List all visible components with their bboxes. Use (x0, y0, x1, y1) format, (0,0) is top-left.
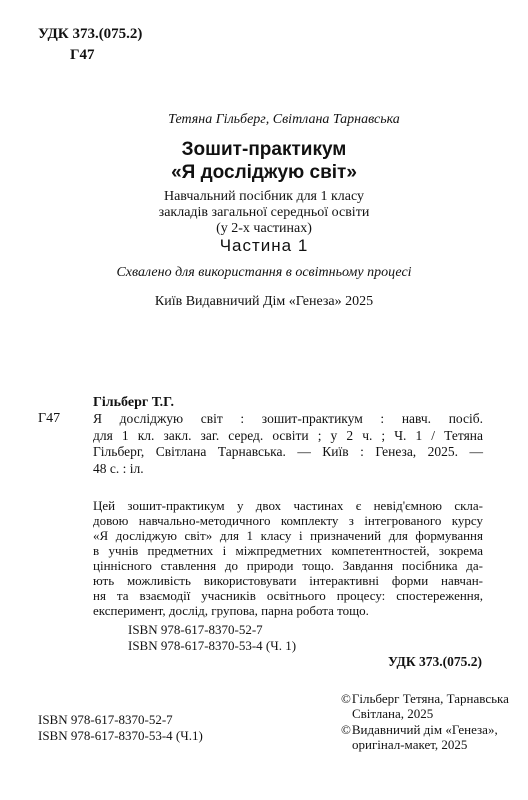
annotation-line: в учнів предметних і міжпредметних компетентностей, зокрема (93, 543, 483, 558)
udk-code-bottom: УДК 373.(075.2) (388, 654, 482, 669)
copyright-publisher (341, 722, 498, 738)
title-line-2: «Я досліджую світ» (171, 162, 357, 183)
author-mark-top: Г47 (70, 47, 95, 63)
subtitle-line-1: Навчальний посібник для 1 класу (163, 189, 365, 204)
annotation-line: експеримент, дослід, групова, парна робота тощо. (93, 603, 369, 618)
udk-code-top: УДК 373.(075.2) (38, 26, 143, 42)
part-label: Частина 1 (219, 236, 309, 255)
copyright-authors (341, 691, 509, 707)
card-description-line: Гільберг, Світлана Тарнавська. — Київ : Генеза, 2025. — (93, 444, 483, 459)
copyright-icon: © (341, 722, 351, 737)
copyright-icon: © (341, 691, 351, 706)
copyright-authors-cont: Світлана, 2025 (352, 706, 434, 721)
annotation-line: ють можливість використовувати інтерактивні форми навчан- (93, 573, 483, 588)
card-description-line: 48 с. : іл. (93, 461, 144, 476)
subtitle-line-3: (у 2-х частинах) (216, 221, 312, 236)
annotation-line: довою навчально-методичного комплекту з інтегрованого курсу (93, 513, 483, 528)
approval-note: Схвалено для використання в освітньому процесі (116, 265, 412, 280)
copyright-publisher-text: Видавничий дім «Генеза», (351, 722, 498, 737)
card-author-mark: Г47 (38, 411, 61, 426)
publisher-line: Київ Видавничий Дім «Генеза» 2025 (154, 294, 374, 309)
card-description-line: Я досліджую світ : зошит-практикум : навч. посіб. (93, 411, 483, 426)
card-description-line: для 1 кл. закл. заг. серед. освіти ; у 2 ч. ; Ч. 1 / Тетяна (93, 428, 483, 443)
card-author-heading: Гільберг Т.Г. (93, 395, 174, 410)
authors-line: Тетяна Гільберг, Світлана Тарнавська (168, 112, 400, 127)
footer-isbn-1: ISBN 978-617-8370-52-7 (38, 712, 173, 727)
annotation-line: ня та взаємодії учасників освітнього процесу: спостереження, (93, 588, 483, 603)
card-isbn-2: ISBN 978-617-8370-53-4 (Ч. 1) (128, 638, 297, 653)
copyright-publisher-cont: оригінал-макет, 2025 (352, 737, 468, 752)
annotation-line: ціннісного ставлення до природи тощо. Завдання посібника да- (93, 558, 483, 573)
copyright-authors-text: Гільберг Тетяна, Тарнавська (351, 691, 509, 706)
subtitle-line-2: закладів загальної середньої освіти (158, 205, 370, 220)
footer-isbn-2: ISBN 978-617-8370-53-4 (Ч.1) (38, 728, 203, 743)
card-isbn-1: ISBN 978-617-8370-52-7 (128, 622, 263, 637)
annotation-line: Цей зошит-практикум у двох частинах є невід'ємною скла- (93, 498, 483, 513)
annotation-line: «Я досліджую світ» для 1 класу і призначений для формування (93, 528, 483, 543)
title-line-1: Зошит-практикум (181, 139, 347, 160)
